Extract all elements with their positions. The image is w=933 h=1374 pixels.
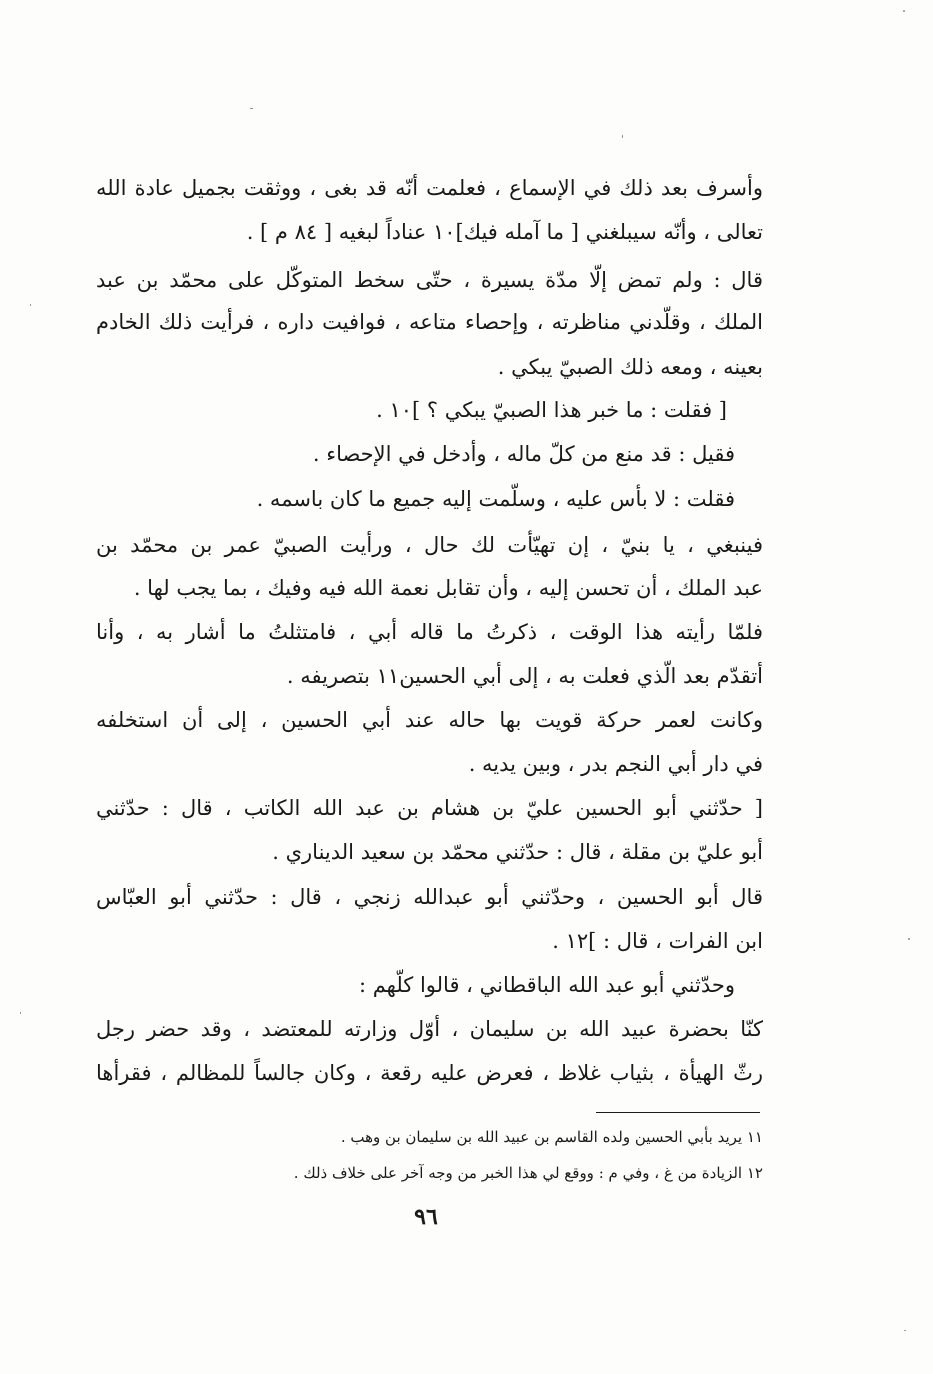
footnote: ١٢ الزيادة من غ ، وفي م : ووقع لي هذا الخبر من وجه آخر على خلاف ذلك . xyxy=(293,1164,763,1182)
scan-speck xyxy=(30,304,31,306)
text-line: [ فقلت : ما خبر هذا الصبيّ يبكي ؟ ]١٠ . xyxy=(376,398,727,422)
text-line: فلمّا رأيته هذا الوقت ، ذكرتُ ما قاله أبي ، فامتثلتُ ما أشار به ، وأنا xyxy=(96,620,763,644)
text-line: أتقدّم بعد الّذي فعلت به ، إلى أبي الحسين١١ بتصريفه . xyxy=(286,664,763,688)
text-line: رثّ الهيأة ، بثياب غلاظ ، فعرض عليه رقعة ، وكان جالساً للمظالم ، فقرأها xyxy=(96,1061,763,1085)
scan-speck xyxy=(904,1330,906,1331)
text-line: أبو عليّ بن مقلة ، قال : حدّثني محمّد بن سعيد الديناري . xyxy=(272,840,763,864)
text-line: في دار أبي النجم بدر ، وبين يديه . xyxy=(468,752,763,776)
text-line: فينبغي ، يا بنيّ ، إن تهيّأت لك حال ، ورأيت الصبيّ عمر بن محمّد بن xyxy=(96,533,763,557)
text-line: وكانت لعمر حركة قويت بها حاله عند أبي الحسين ، إلى أن استخلفه xyxy=(96,708,763,732)
text-line: فقيل : قد منع من كلّ ماله ، وأدخل في الإحصاء . xyxy=(312,442,735,466)
footnote: ١١ يريد بأبي الحسين ولده القاسم بن عبيد الله بن سليمان بن وهب . xyxy=(340,1128,763,1146)
footnote-divider xyxy=(596,1112,760,1113)
scan-speck xyxy=(622,135,623,138)
text-line: ابن الفرات ، قال : ]١٢ . xyxy=(552,929,763,953)
scan-speck xyxy=(903,10,905,12)
text-line: قال : ولم تمض إلّا مدّة يسيرة ، حتّى سخط المتوكّل على محمّد بن عبد xyxy=(96,268,763,292)
page-number: ٩٦ xyxy=(414,1204,438,1230)
text-line: قال أبو الحسين ، وحدّثني أبو عبدالله زنجي ، قال : حدّثني أبو العبّاس xyxy=(96,885,763,909)
text-line: وأسرف بعد ذلك في الإسماع ، فعلمت أنّه قد بغى ، ووثقت بجميل عادة الله xyxy=(96,176,763,200)
text-line: الملك ، وقلّدني مناظرته ، وإحصاء متاعه ، فوافيت داره ، فرأيت ذلك الخادم xyxy=(96,310,763,334)
text-line: [ حدّثني أبو الحسين عليّ بن هشام بن عبد الله الكاتب ، قال : حدّثني xyxy=(96,796,763,820)
scan-speck xyxy=(908,938,910,940)
text-line: عبد الملك ، أن تحسن إليه ، وأن تقابل نعمة الله فيه وفيك ، بما يجب لها . xyxy=(133,576,763,600)
text-line: تعالى ، وأنّه سيبلغني [ ما آمله فيك]١٠ عناداً لبغيه [ ٨٤ م ] . xyxy=(246,220,763,244)
text-line: كنّا بحضرة عبيد الله بن سليمان ، أوّل وزارته للمعتضد ، وقد حضر رجل xyxy=(96,1017,763,1041)
scan-speck xyxy=(250,108,253,109)
text-line: فقلت : لا بأس عليه ، وسلّمت إليه جميع ما كان باسمه . xyxy=(256,487,735,511)
text-line: وحدّثني أبو عبد الله الباقطاني ، قالوا كلّهم : xyxy=(358,973,735,997)
text-line: بعينه ، ومعه ذلك الصبيّ يبكي . xyxy=(497,355,763,379)
scan-speck xyxy=(20,1012,21,1014)
